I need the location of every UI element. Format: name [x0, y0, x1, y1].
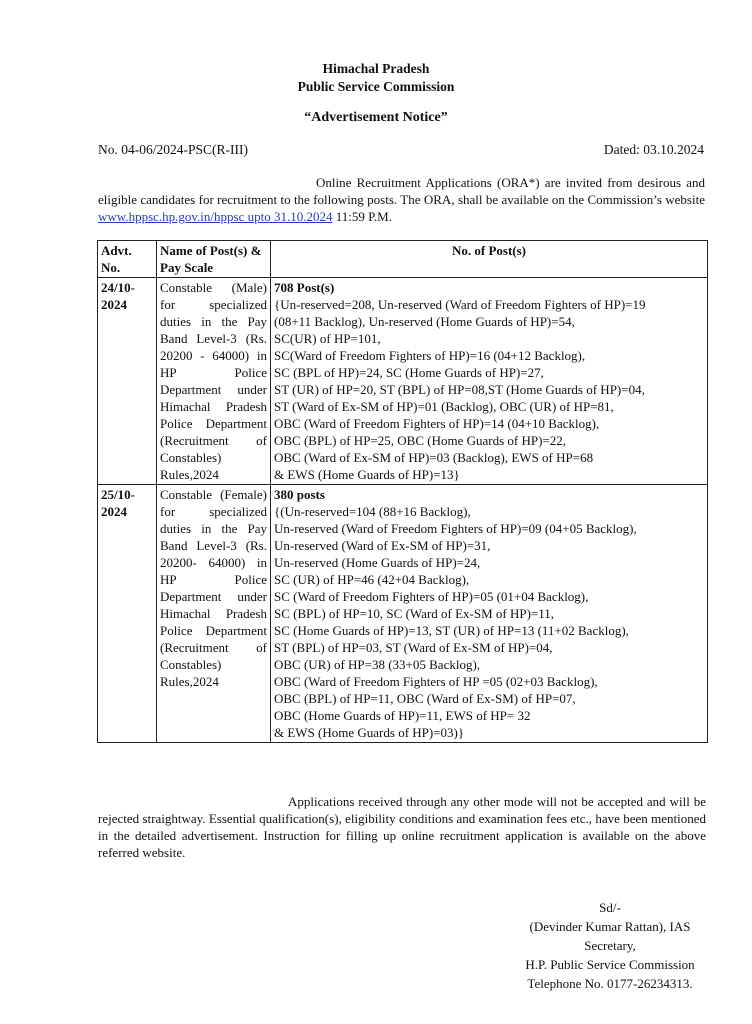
reference-number: No. 04-06/2024-PSC(R-III) [98, 142, 248, 157]
posts-line: SC(UR) of HP=101, [274, 331, 381, 346]
posts-line: & EWS (Home Guards of HP)=13} [274, 467, 460, 482]
posts-line: OBC (Ward of Freedom Fighters of HP =05 (02+03 Backlog), [274, 674, 598, 689]
notice-title: “Advertisement Notice” [304, 110, 448, 125]
posts-line: {Un-reserved=208, Un-reserved (Ward of Freedom Fighters of HP)=19 [274, 297, 646, 312]
posts-line: OBC (Ward of Freedom Fighters of HP)=14 (04+10 Backlog), [274, 416, 600, 431]
table-row [98, 278, 708, 485]
header-no-of-posts: No. of Post(s) [271, 241, 708, 278]
commission-website-link[interactable]: www.hppsc.hp.gov.in/hppsc upto 31.10.2024 [98, 209, 333, 224]
posts-line: ST (BPL) of HP=03, ST (Ward of Ex-SM of HP)=04, [274, 640, 553, 655]
posts-line: OBC (Ward of Ex-SM of HP)=03 (Backlog), EWS of HP=68 [274, 450, 594, 465]
posts-total: 380 posts [274, 487, 325, 502]
posts-line: {(Un-reserved=104 (88+16 Backlog), [274, 504, 471, 519]
posts-table [97, 240, 708, 743]
table-header-row [98, 241, 708, 278]
posts-cell [271, 485, 708, 743]
header-commission: Public Service Commission [297, 79, 455, 94]
posts-line: SC (BPL) of HP=10, SC (Ward of Ex-SM of HP)=11, [274, 606, 555, 621]
post-name-cell [157, 278, 271, 485]
header-state: Himachal Pradesh [322, 61, 430, 76]
advt-number: 25/10-2024 [98, 485, 157, 743]
closing-paragraph [98, 793, 706, 861]
signatory-organisation: H.P. Public Service Commission [525, 957, 695, 972]
post-name: Constable (Male) for specialized duties in the Pay Band Level-3 (Rs. 20200 - 64000) in HP Police Department under Himachal Pradesh Police Department (Recruitment of Constables) Rules,2024 [160, 280, 267, 482]
posts-line: Un-reserved (Ward of Ex-SM of HP)=31, [274, 538, 491, 553]
post-name: Constable (Female) for specialized duties in the Pay Band Level-3 (Rs. 20200- 64000) in HP Police Department under Himachal Pradesh Police Department (Recruitment of Constables) Rules,2024 [160, 487, 267, 689]
posts-line: SC (BPL of HP)=24, SC (Home Guards of HP)=27, [274, 365, 544, 380]
header-post-name: Name of Post(s) & Pay Scale [157, 241, 271, 278]
posts-total: 708 Post(s) [274, 280, 335, 295]
posts-line: SC (UR) of HP=46 (42+04 Backlog), [274, 572, 470, 587]
posts-line: Un-reserved (Home Guards of HP)=24, [274, 555, 481, 570]
notice-date: Dated: 03.10.2024 [603, 142, 704, 157]
posts-line: SC (Ward of Freedom Fighters of HP)=05 (01+04 Backlog), [274, 589, 589, 604]
intro-text: Online Recruitment Applications (ORA*) are invited from desirous and eligible candidates for recruitment to the following posts. The ORA, shall be available on the Commission’s website [98, 175, 705, 207]
post-name-cell [157, 485, 271, 743]
posts-line: SC (Home Guards of HP)=13, ST (UR) of HP=13 (11+02 Backlog), [274, 623, 629, 638]
signature-sd: Sd/- [599, 900, 621, 915]
posts-line: (08+11 Backlog), Un-reserved (Home Guards of HP)=54, [274, 314, 575, 329]
posts-line: OBC (BPL) of HP=25, OBC (Home Guards of HP)=22, [274, 433, 566, 448]
posts-line: & EWS (Home Guards of HP)=03)} [274, 725, 465, 740]
closing-text: Applications received through any other mode will not be accepted and will be rejected straightway. Essential qualification(s), eligibility conditions and examination fees etc., have been mentioned in the detailed advertisement. Instruction for filling up online recruitment application is available on the above referred website. [98, 794, 706, 860]
posts-line: OBC (Home Guards of HP)=11, EWS of HP= 32 [274, 708, 531, 723]
signatory-name: (Devinder Kumar Rattan), IAS [529, 919, 691, 934]
advt-number: 24/10-2024 [98, 278, 157, 485]
posts-cell [271, 278, 708, 485]
posts-line: Un-reserved (Ward of Freedom Fighters of HP)=09 (04+05 Backlog), [274, 521, 637, 536]
posts-line: SC(Ward of Freedom Fighters of HP)=16 (04+12 Backlog), [274, 348, 586, 363]
intro-deadline-text: 11:59 P.M. [332, 209, 392, 224]
table-row [98, 485, 708, 743]
intro-paragraph [98, 174, 705, 225]
signature-block [505, 898, 715, 993]
posts-line: ST (Ward of Ex-SM of HP)=01 (Backlog), OBC (UR) of HP=81, [274, 399, 614, 414]
header-advt-no: Advt. No. [98, 241, 157, 278]
posts-line: OBC (BPL) of HP=11, OBC (Ward of Ex-SM) of HP=07, [274, 691, 576, 706]
signatory-telephone: Telephone No. 0177-26234313. [527, 976, 693, 991]
posts-line: ST (UR) of HP=20, ST (BPL) of HP=08,ST (Home Guards of HP)=04, [274, 382, 645, 397]
posts-line: OBC (UR) of HP=38 (33+05 Backlog), [274, 657, 481, 672]
signatory-designation: Secretary, [584, 938, 636, 953]
